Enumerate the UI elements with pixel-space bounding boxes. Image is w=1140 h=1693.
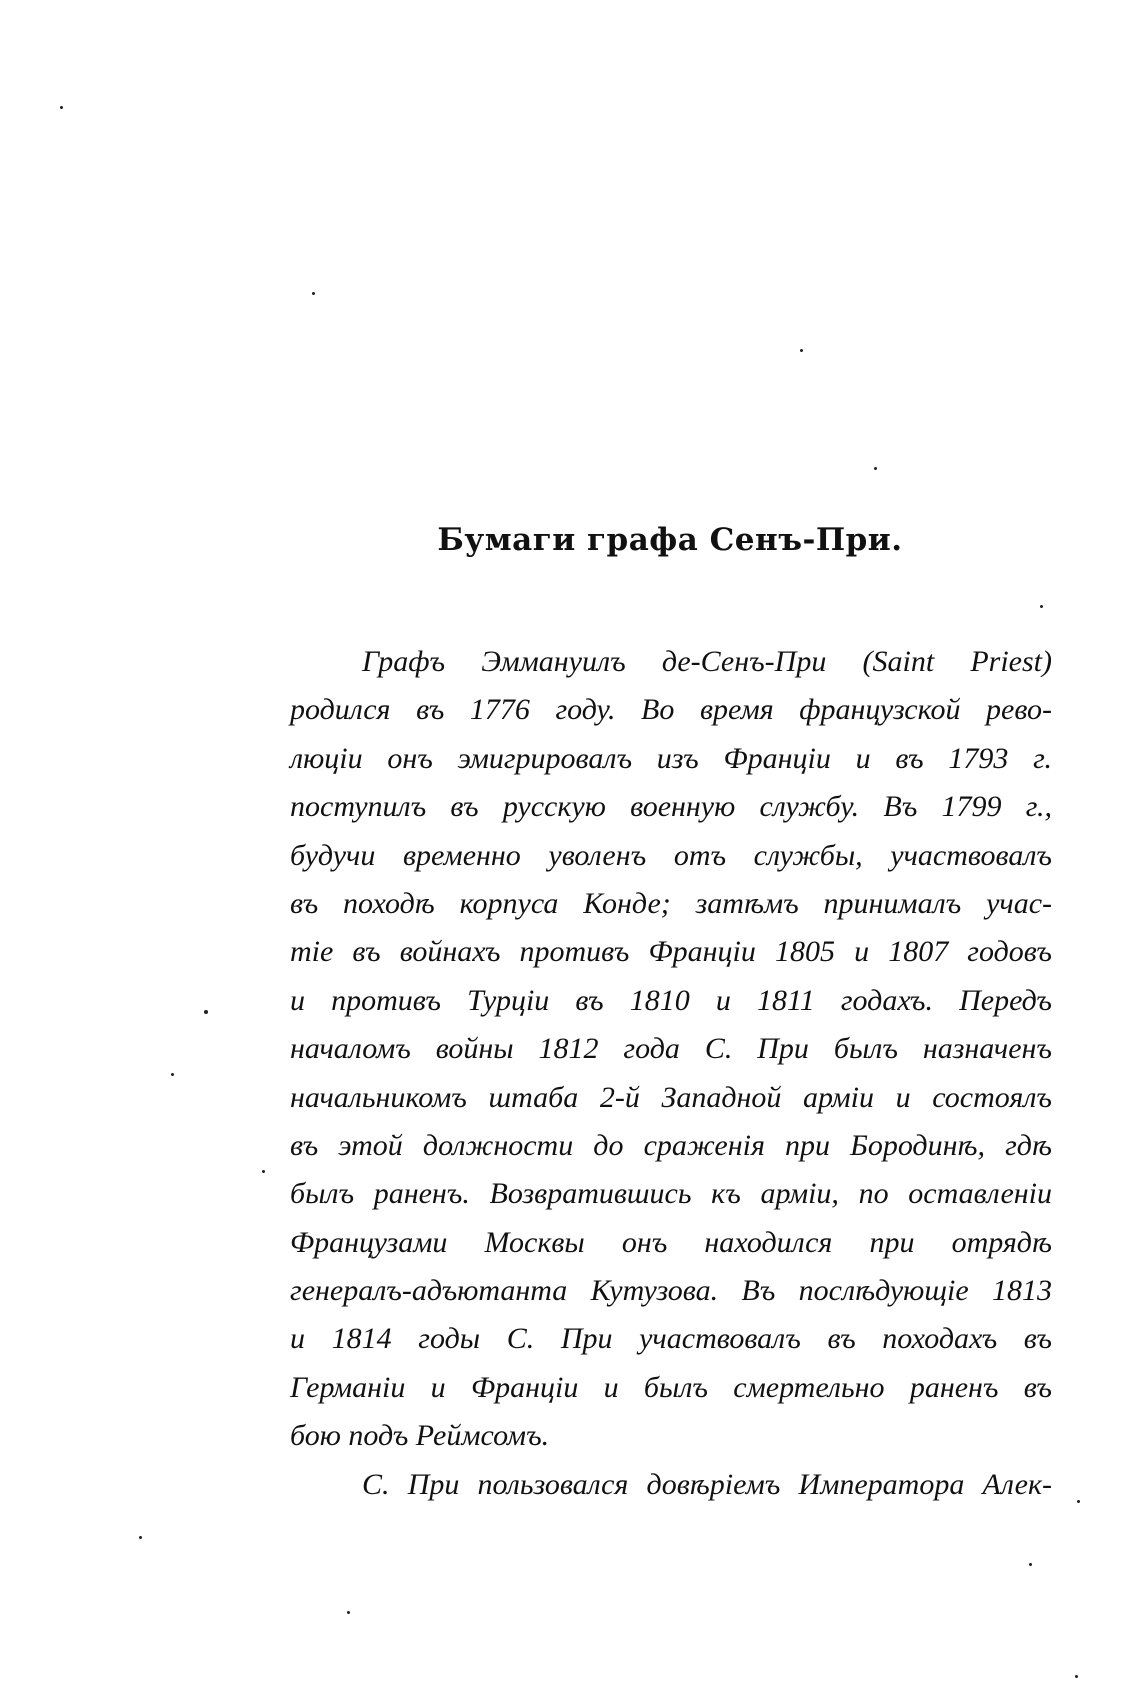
scan-speck (800, 349, 803, 352)
text-line: Графъ Эммануилъ де-Сенъ-При (Saint Priest) (362, 645, 1052, 678)
scan-speck (262, 1170, 265, 1173)
scan-speck (60, 106, 63, 109)
scan-speck (874, 467, 877, 470)
body-text (290, 638, 1052, 1509)
text-line: начальникомъ штаба 2-й Западной арміи и состоялъ (290, 1080, 1052, 1114)
scan-speck (1075, 1675, 1078, 1678)
scan-speck (204, 1010, 208, 1014)
text-line: поступилъ въ русскую военную службу. Въ 1799 г., (290, 790, 1052, 824)
text-line: былъ раненъ. Возвратившись къ арміи, по оставленіи (290, 1177, 1052, 1211)
text-line: Германіи и Франціи и былъ смертельно раненъ въ (290, 1370, 1052, 1404)
paragraph-1 (290, 638, 1052, 1461)
text-line: люціи онъ эмигрировалъ изъ Франціи и въ 1793 г. (290, 741, 1052, 775)
text-line: будучи временно уволенъ отъ службы, участвовалъ (290, 838, 1052, 872)
scan-speck (1040, 605, 1043, 608)
scan-speck (171, 1073, 174, 1076)
page-title: Бумаги графа Сенъ-При. (437, 522, 903, 558)
scan-speck (312, 292, 315, 295)
text-line: тіе въ войнахъ противъ Франціи 1805 и 1807 годовъ (290, 935, 1052, 969)
text-line: и противъ Турціи въ 1810 и 1811 годахъ. Передъ (290, 983, 1052, 1017)
text-line: въ походѣ корпуса Конде; затѣмъ принималъ учас- (290, 886, 1052, 920)
text-line: С. При пользовался довѣріемъ Императора Алек- (362, 1467, 1052, 1501)
text-line: бою подъ Реймсомъ. (290, 1419, 550, 1453)
text-line: въ этой должности до сраженія при Бородинѣ, гдѣ (290, 1128, 1052, 1162)
scan-speck (1077, 1500, 1080, 1503)
text-line: и 1814 годы С. При участвовалъ въ походахъ въ (290, 1322, 1052, 1356)
scan-speck (347, 1611, 350, 1614)
scan-speck (1029, 1563, 1032, 1566)
text-line: началомъ войны 1812 года С. При былъ назначенъ (290, 1032, 1052, 1066)
text-line: Французами Москвы онъ находился при отрядѣ (290, 1225, 1052, 1259)
paragraph-2 (290, 1461, 1052, 1509)
text-line: генералъ-адъютанта Кутузова. Въ послѣдующіе 1813 (290, 1274, 1052, 1308)
scan-speck (139, 1536, 142, 1539)
text-line: родился въ 1776 году. Во время французской рево- (290, 693, 1052, 727)
